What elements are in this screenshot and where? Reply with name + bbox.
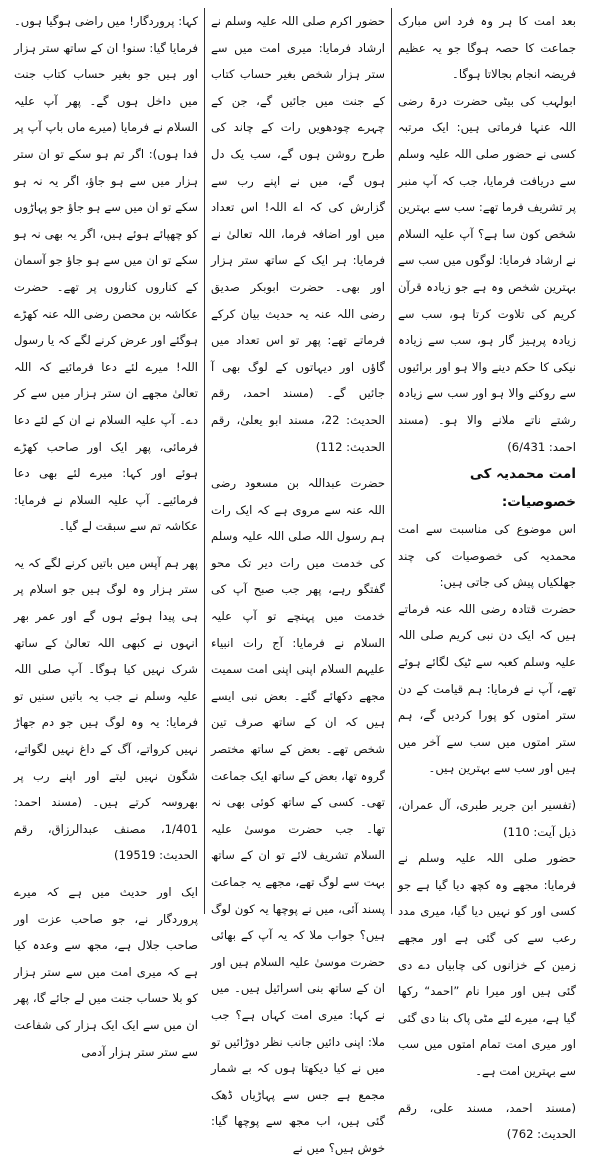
paragraph: اس موضوع کی مناسبت سے امت محمدیہ کی خصوصیات کی چند جھلکیاں پیش کی جاتی ہیں: <box>398 522 576 590</box>
paragraph-gap <box>398 782 576 792</box>
paragraph-gap <box>14 869 198 879</box>
paragraph: (مسند احمد، مسند علی، رقم الحدیث: 762) <box>398 1100 576 1142</box>
paragraph: ابولہب کی بیٹی حضرت درۃ رضی اللہ عنہا فرماتی ہیں: ایک مرتبہ کسی نے حضور صلی اللہ علیہ وسلم سے دریافت فرمایا، جب کہ آپ منبر پر تشریف فرما تھے: سب سے بہترین شخص کون سا ہے؟ آپ علیہ السلام نے ارشاد فرمایا: لوگوں میں سب سے بہترین شخص وہ ہے جو زیادہ قرآن کریم کی تلاوت کرتا ہو، سب سے زیادہ پرہیز گار ہو، سب سے زیادہ نیکی کا حکم دینے والا ہو اور برائیوں سے روکنے والا ہو اور سب سے زیادہ رشتے ناتے ملانے والا ہو۔ (مسند احمد: 6/431) <box>398 93 576 454</box>
paragraph-gap <box>398 1085 576 1095</box>
right-column <box>392 8 582 1142</box>
paragraph: بعد امت کا ہر وہ فرد اس مبارک جماعت کا حصہ ہوگا جو یہ عظیم فریضہ انجام بجالاتا ہوگا۔ <box>398 14 576 82</box>
paragraph: کہا: پروردگار! میں راضی ہوگیا ہوں۔ فرمایا گیا: سنو! ان کے ساتھ ستر ہزار اور ہیں جو بغیر حساب کتاب جنت میں داخل ہوں گے۔ پھر آپ علیہ السلام نے فرمایا (میرے ماں باپ آپ پر فدا ہوں): اگر تم ہو سکے تو ان ستر ہزار میں سے ہو جاؤ، اگر یہ نہ ہو سکے تو ان میں سے ہو جاؤ جو پہاڑوں کو چھپائے ہوئے ہیں، اگر یہ بھی نہ ہو سکے تو ان میں سے ہو جاؤ جو آسمان کے کناروں کناروں پر تھے۔ حضرت عکاشہ بن محصن رضی اللہ عنہ کھڑے ہوگئے اور عرض کرنے لگے کہ یا رسول اللہ! میرے لئے دعا فرمائیے کہ اللہ تعالیٰ مجھے ان ستر ہزار میں سے کر دے۔ آپ علیہ السلام نے ان کے لئے دعا فرمائی، پھر ایک اور صاحب کھڑے ہوئے اور کہا: میرے لئے بھی دعا فرمائیے۔ آپ علیہ السلام نے فرمایا: عکاشہ تم سے سبقت لے گیا۔ <box>13 14 198 534</box>
paragraph: حضرت قتادہ رضی اللہ عنہ فرماتے ہیں کہ ایک دن نبی کریم صلی اللہ علیہ وسلم کعبہ سے ٹیک لگائے ہوئے تھے، آپ نے فرمایا: ہم قیامت کے دن ستر امتوں کو پورا کردیں گے، ہم ستر امتوں میں سب سے آخر میں ہیں اور سب سے بہترین ہیں۔ <box>398 601 576 776</box>
paragraph: حضور اکرم صلی اللہ علیہ وسلم نے ارشاد فرمایا: میری امت میں سے ستر ہزار شخص بغیر حساب کتاب کے جنت میں جائیں گے، جن کے چہرے چودھویں رات کے چاند کی طرح روشن ہوں گے، سب یک دل ہوں گے، میں نے اپنے رب سے گزارش کی کہ اے اللہ! اس تعداد میں اور اضافہ فرما، اللہ تعالیٰ نے فرمایا: ہر ایک کے ساتھ ستر ہزار اور بھی۔ حضرت ابوبکر صدیق رضی اللہ عنہ یہ حدیث بیان کرکے فرماتے تھے: پھر تو اس تعداد میں گاؤں اور دیہاتوں کے لوگ بھی آ جائیں گے۔ (مسند احمد، رقم الحدیث: 22، مسند ابو یعلیٰ، رقم الحدیث: 112) <box>211 14 386 454</box>
section-heading: امت محمدیہ کی خصوصیات: <box>469 466 576 511</box>
paragraph-gap <box>14 540 198 550</box>
left-column <box>8 8 204 1059</box>
paragraph: حضرت عبداللہ بن مسعود رضی اللہ عنہ سے مروی ہے کہ ایک رات ہم رسول اللہ صلی اللہ علیہ وسلم کی خدمت میں رات دیر تک محو گفتگو رہے، پھر جب صبح آپ کی خدمت میں پہنچے تو آپ علیہ السلام نے فرمایا: آج رات انبیاء علیہم السلام اپنی اپنی امت سمیت مجھے دکھائے گئے۔ بعض نبی ایسے ہیں کہ ان کے ساتھ صرف تین شخص تھے۔ بعض کے ساتھ مختصر گروہ تھا، بعض کے ساتھ ایک جماعت تھی۔ کسی کے ساتھ کوئی بھی نہ تھا۔ جب حضرت موسیٰ علیہ السلام تشریف لائے تو ان کے ساتھ بہت سے لوگ تھے، مجھے یہ جماعت پسند آئی، میں نے پوچھا یہ کون لوگ ہیں؟ جواب ملا کہ یہ آپ کے بھائی حضرت موسیٰ علیہ السلام ہیں اور ان کے ساتھ بنی اسرائیل ہیں۔ میں نے کہا: میری امت کہاں ہے؟ جب ملا: اپنی دائیں جانب نظر دوڑائیں تو میں نے کیا دیکھتا ہوں کہ بے شمار مجمع ہے جس سے پہاڑیاں ڈھک گئی ہیں، اب مجھ سے پوچھا گیا: خوش ہیں؟ میں نے <box>211 476 385 1155</box>
paragraph: ایک اور حدیث میں ہے کہ میرے پروردگار نے، جو صاحب عزت اور صاحب جلال ہے، مجھ سے وعدہ کیا ہے کہ میری امت میں سے ستر ہزار کو بلا حساب جنت میں لے جائے گا، پھر ان میں سے ایک ایک ہزار کی شفاعت سے ستر ستر ہزار آدمی <box>14 885 198 1059</box>
paragraph: حضور صلی اللہ علیہ وسلم نے فرمایا: مجھے وہ کچھ دیا گیا ہے جو کسی اور کو نہیں دیا گیا، میری مدد رعب سے کی گئی ہے اور مجھے زمین کے خزانوں کی چابیاں دے دی گئی ہیں اور میرا نام ”احمد“ رکھا گیا ہے، میرے لئے مٹی پاک بنا دی گئی اور میری امت تمام امتوں میں سب سے بہترین امت ہے۔ <box>398 851 576 1078</box>
paragraph-gap <box>211 460 385 470</box>
middle-column <box>204 8 392 1155</box>
paragraph: پھر ہم آپس میں باتیں کرنے لگے کہ یہ ستر ہزار وہ لوگ ہیں جو اسلام پر ہی پیدا ہوئے ہوں گے اور عمر بھر انہوں نے کبھی اللہ تعالیٰ کے ساتھ شرک نہیں کیا ہوگا۔ آپ صلی اللہ علیہ وسلم نے جب یہ باتیں سنیں تو فرمایا: یہ وہ لوگ ہیں جو دم جھاڑ نہیں کرواتے، آگ کے داغ نہیں لگواتے، شگون نہیں لیتے اور اپنے رب پر بھروسہ کرتے ہیں۔ (مسند احمد: 1/401، مصنف عبدالرزاق، رقم الحدیث: 19519) <box>14 555 198 863</box>
paragraph: (تفسیر ابن جریر طبری، آل عمران، ذیل آیت: 110) <box>398 798 576 839</box>
